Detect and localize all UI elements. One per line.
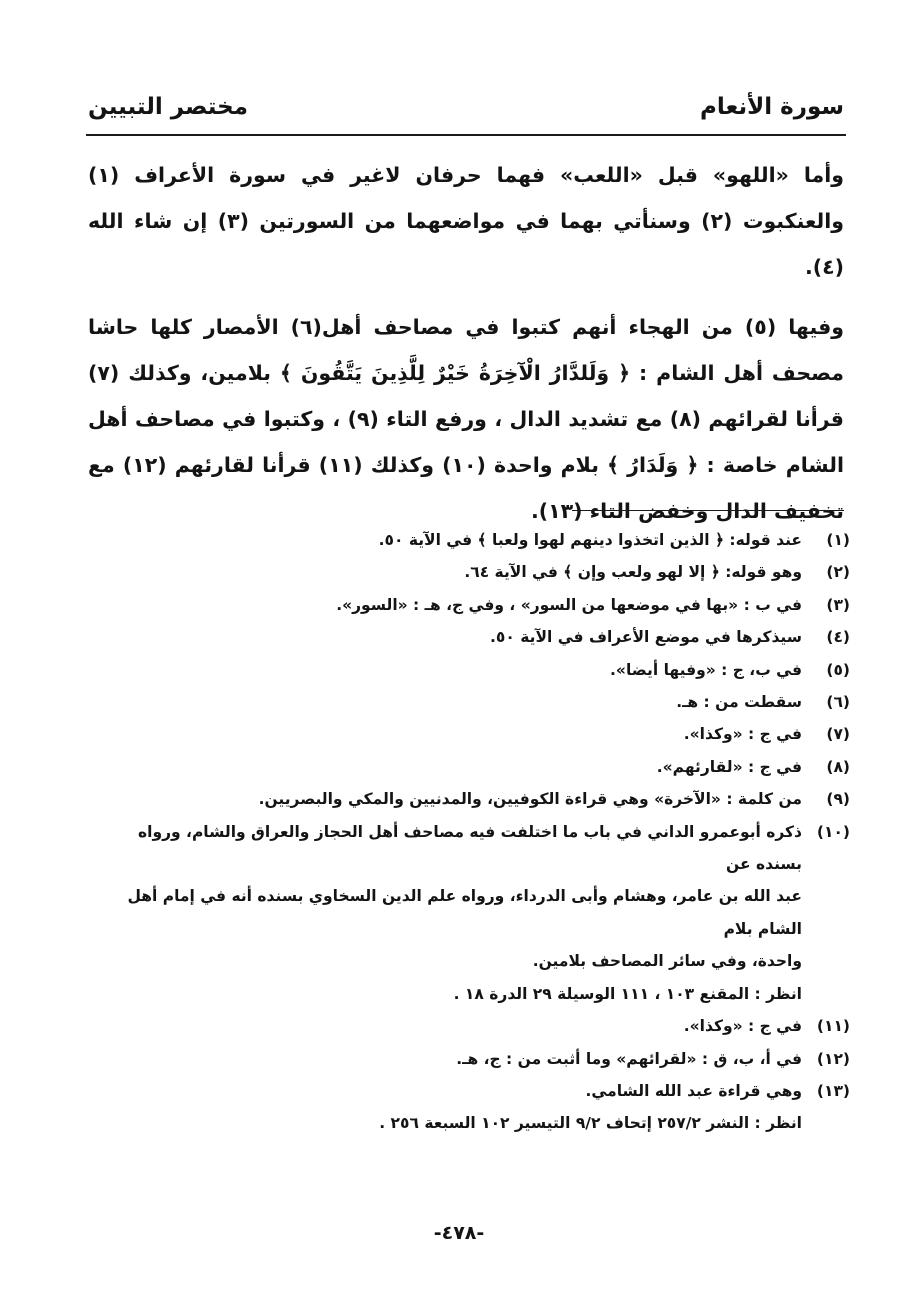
footnotes	[96, 524, 850, 1140]
footnote-text: سيذكرها في موضع الأعراف في الآية ٥٠.	[490, 628, 802, 647]
running-header	[88, 80, 844, 120]
footnote	[96, 718, 850, 750]
footnote-text: عند قوله: ﴿ الذين اتخذوا دينهم لهوا ولعبا ﴾ في الآية ٥٠.	[378, 531, 802, 549]
footnote-number: (٧)	[826, 725, 850, 744]
footnote	[96, 621, 850, 653]
footnote-number: (١٢)	[816, 1049, 850, 1068]
footnote-number: (٣)	[826, 595, 850, 614]
footnote	[96, 654, 850, 686]
footnote-number: (١٣)	[816, 1081, 850, 1100]
main-text	[88, 152, 844, 534]
footnote-number: (٥)	[826, 660, 850, 679]
footnote	[96, 589, 850, 621]
footnote-text: وهي قراءة عبد الله الشامي.	[585, 1081, 802, 1100]
footnote-number: (٤)	[826, 628, 850, 647]
footnote-continuation: عبد الله بن عامر، وهشام وأبى الدرداء، ورواه علم الدين السخاوي بسنده أنه في إمام أهل الشام بلام	[127, 887, 802, 938]
book-title: مختصر التبيين	[88, 94, 248, 120]
footnote	[96, 783, 850, 815]
footnote-number: (١٠)	[816, 822, 850, 841]
footnote-text: في ج : «لقارئهم».	[656, 757, 802, 776]
footnote-number: (٩)	[826, 790, 850, 809]
footnote-text: وهو قوله: ﴿ إلا لهو ولعب وإن ﴾ في الآية ٦٤.	[464, 563, 802, 582]
footnote	[96, 1010, 850, 1042]
footnote-number: (١١)	[816, 1017, 850, 1036]
footnote-text: في أ، ب، ق : «لقرائهم» وما أثبت من : ج، هـ.	[456, 1049, 802, 1068]
footnote-text: سقطت من : هـ.	[676, 693, 802, 712]
footnote-number: (٦)	[826, 693, 850, 712]
paragraph: وأما «اللهو» قبل «اللعب» فهما حرفان لاغير في سورة الأعراف (١) والعنكبوت (٢) وسنأتي بهما في مواضعهما من السورتين (٣) إن شاء الله (٤).	[88, 163, 844, 279]
footnote-text: من كلمة : «الآخرة» وهي قراءة الكوفيين، والمدنيين والمكي والبصريين.	[258, 790, 802, 809]
footnote-number: (١)	[826, 531, 850, 549]
footnote	[96, 524, 850, 556]
footnote	[96, 1043, 850, 1075]
footnote-text: في ب : «بها في موضعها من السور» ، وفي ج، هـ : «السور».	[336, 595, 802, 614]
footnote-continuation: انظر : المقنع ١٠٣ ، ١١١ الوسيلة ٢٩ الدرة ١٨ .	[453, 984, 802, 1003]
footnote-continuation: واحدة، وفي سائر المصاحف بلامين.	[532, 952, 802, 971]
page-number: -٤٧٨-	[433, 1222, 485, 1244]
footnote	[96, 1075, 850, 1107]
surah-title: سورة الأنعام	[700, 94, 844, 120]
footnote-text: في ب، ج : «وفيها أيضا».	[610, 660, 802, 679]
footnote	[96, 686, 850, 718]
footnote-text: في ج : «وكذا».	[683, 725, 802, 744]
footnote-number: (٢)	[826, 563, 850, 582]
paragraph: وفيها (٥) من الهجاء أنهم كتبوا في مصاحف أهل(٦) الأمصار كلها حاشا مصحف أهل الشام : ﴿ وَلَلدَّارُ الْآخِرَةُ خَيْرٌ لِلَّذِينَ يَتَّقُونَ ﴾ بلامين، وكذلك (٧) قرأنا لقرائهم (٨) مع تشديد الدال ، ورفع التاء (٩) ، وكتبوا في مصاحف أهل الشام خاصة : ﴿ وَلَدَارُ ﴾ بلام واحدة (١٠) وكذلك (١١) قرأنا لقارئهم (١٢) مع تخفيف الدال وخفض التاء (١٣).	[88, 315, 844, 523]
footnote-text: في ج : «وكذا».	[683, 1017, 802, 1036]
footnote-text: ذكره أبوعمرو الداني في باب ما اختلفت فيه مصاحف أهل الحجاز والعراق والشام، ورواه بسنده عن	[138, 822, 802, 874]
footnote	[96, 751, 850, 783]
header-rule	[86, 134, 846, 136]
footnote	[96, 556, 850, 588]
footnote-separator	[572, 510, 844, 511]
footnote-number: (٨)	[826, 757, 850, 776]
footnote-continuation: انظر : النشر ٢٥٧/٢ إتحاف ٩/٢ التيسير ١٠٢ السبعة ٢٥٦ .	[379, 1114, 802, 1133]
footnote	[96, 816, 850, 881]
